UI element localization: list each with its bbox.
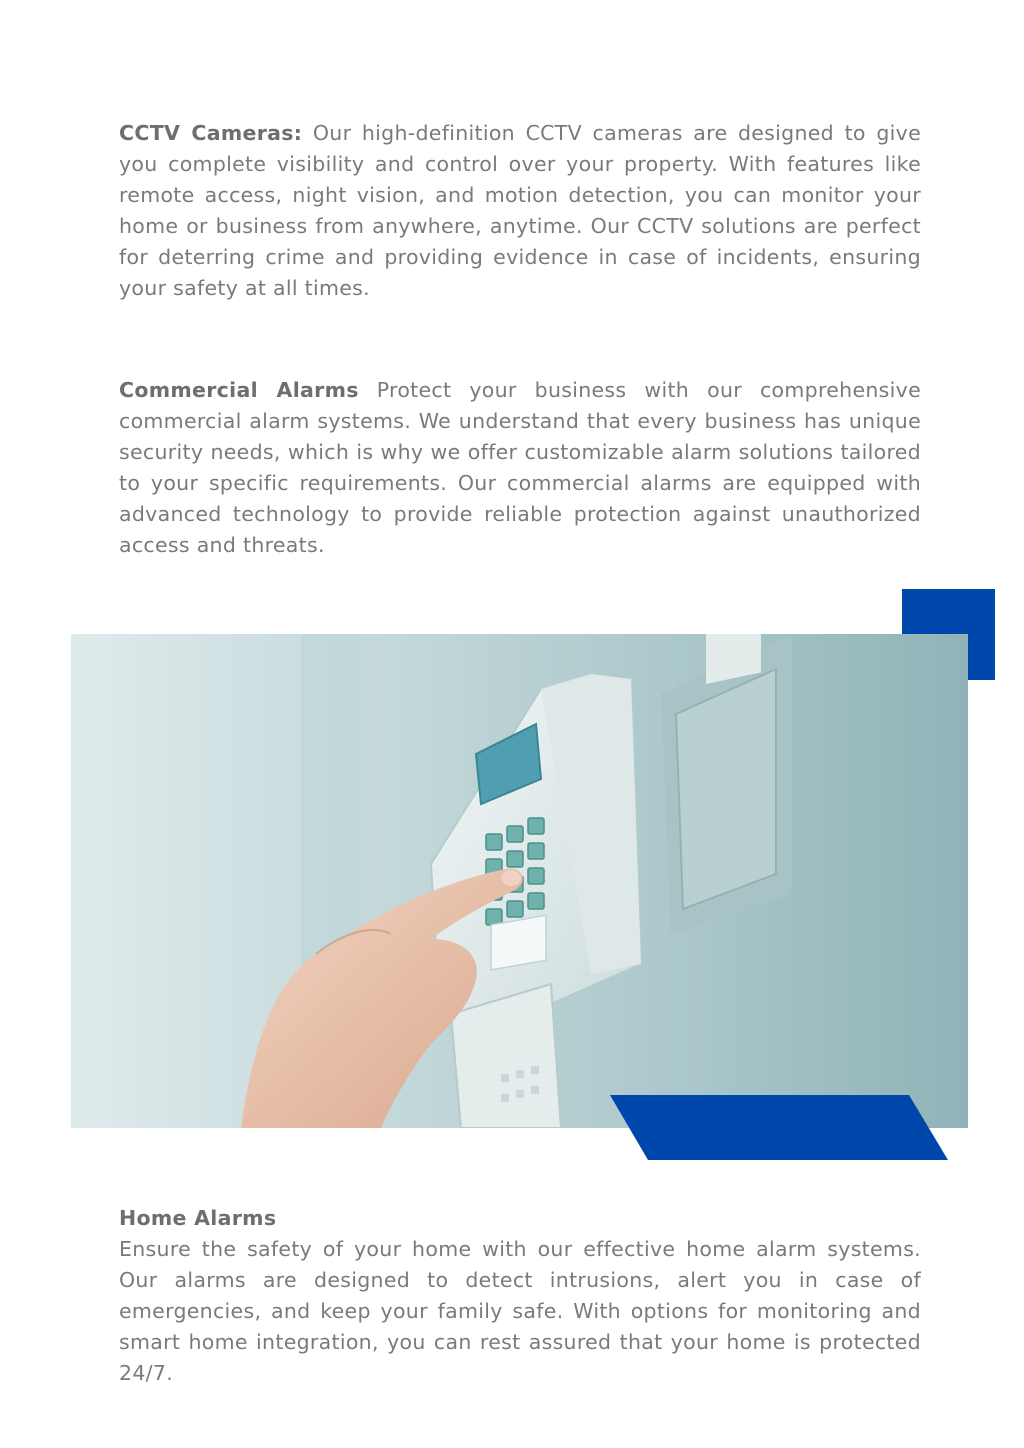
- home-alarms-title: Home Alarms: [119, 1206, 277, 1230]
- alarm-keypad-photo: [71, 634, 968, 1128]
- cctv-section: [119, 118, 921, 304]
- home-alarms-body: Ensure the safety of your home with our effective home alarm systems. Our alarms are designed to detect intrusions, alert you in case of emergencies, and keep your family safe. With options for monitoring and smart home integration, you can rest assured that your home is protected 24/7.: [119, 1237, 921, 1385]
- commercial-alarms-body: Protect your business with our comprehensive commercial alarm systems. We understand that every business has unique security needs, which is why we offer customizable alarm solutions tailored to your specific requirements. Our commercial alarms are equipped with advanced technology to provide reliable protection against unauthorized access and threats.: [119, 378, 921, 557]
- commercial-alarms-section: [119, 375, 921, 561]
- home-alarms-section: [119, 1203, 921, 1389]
- decorative-blue-trapezoid: [610, 1095, 948, 1160]
- commercial-alarms-title: Commercial Alarms: [119, 378, 359, 402]
- cctv-body: Our high-definition CCTV cameras are designed to give you complete visibility and control over your property. With features like remote access, night vision, and motion detection, you can monitor your home or business from anywhere, anytime. Our CCTV solutions are perfect for deterring crime and providing evidence in case of incidents, ensuring your safety at all times.: [119, 121, 921, 300]
- cctv-title: CCTV Cameras:: [119, 121, 303, 145]
